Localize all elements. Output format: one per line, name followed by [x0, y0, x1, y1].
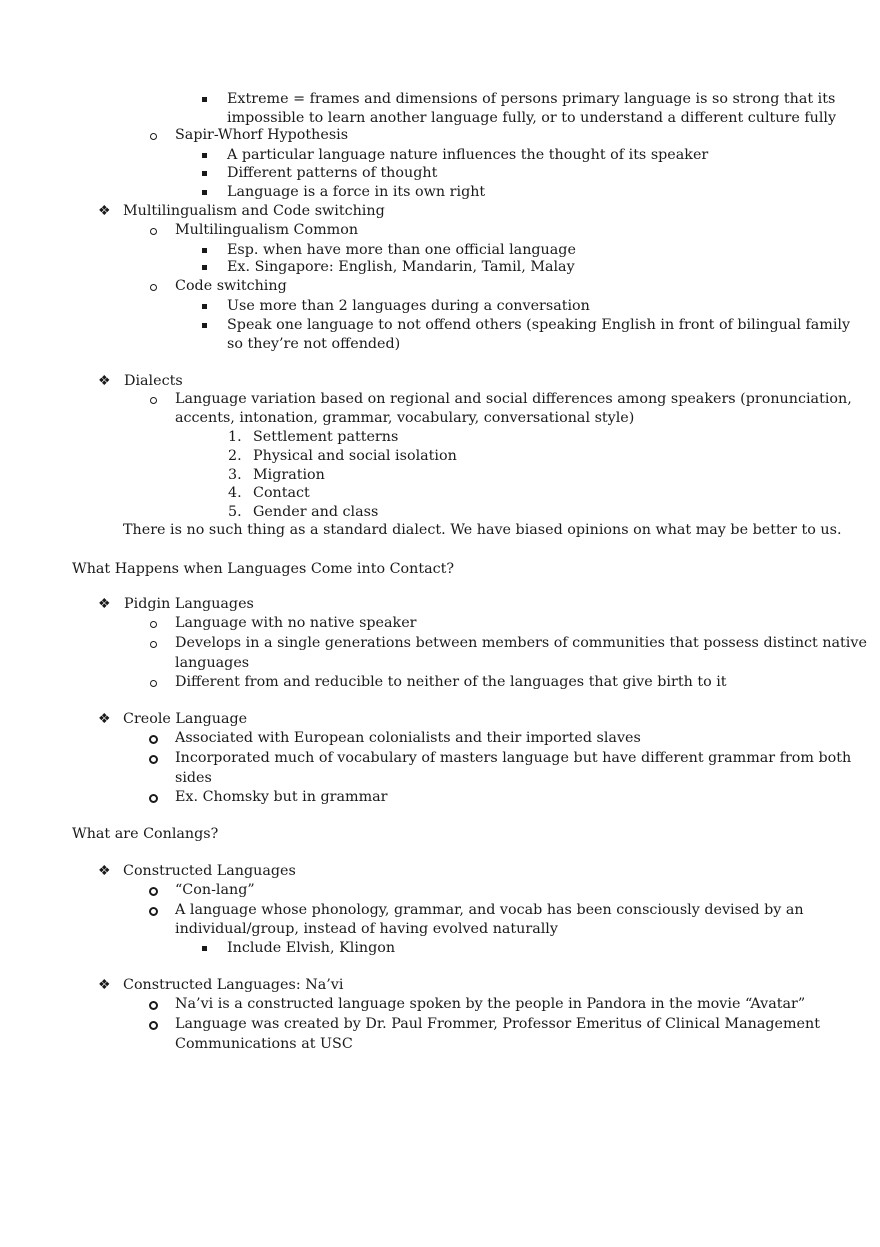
circle-bullet-icon: [150, 397, 157, 404]
list-item: Speak one language to not offend others (speaking English in front of bilingual family: [227, 317, 851, 333]
list-item: Ex. Chomsky but in grammar: [175, 789, 388, 805]
circle-bullet-icon: [150, 641, 157, 648]
list-item: Associated with European colonialists and their imported slaves: [175, 730, 641, 746]
dialects-desc-2: accents, intonation, grammar, vocabulary, conversational style): [175, 410, 635, 426]
circle-bullet-icon: [149, 735, 158, 744]
list-item: Use more than 2 languages during a conversation: [227, 298, 590, 314]
creole-heading: Creole Language: [123, 711, 248, 727]
square-bullet-icon: [202, 190, 207, 195]
square-bullet-icon: [202, 248, 207, 253]
multilingualism-common: Multilingualism Common: [175, 222, 359, 238]
list-item: Language with no native speaker: [175, 615, 417, 631]
list-item: Physical and social isolation: [253, 448, 457, 464]
list-item: A language whose phonology, grammar, and vocab has been consciously devised by an: [175, 902, 804, 918]
list-number: 1.: [228, 429, 242, 445]
multilingualism-heading: Multilingualism and Code switching: [123, 203, 385, 219]
list-item-continuation: individual/group, instead of having evolved naturally: [175, 921, 558, 937]
circle-bullet-icon: [150, 284, 157, 291]
sapir-whorf-heading: Sapir-Whorf Hypothesis: [175, 127, 349, 143]
list-item-continuation: Communications at USC: [175, 1036, 353, 1052]
list-item-continuation: languages: [175, 655, 250, 671]
list-number: 2.: [228, 448, 242, 464]
list-item: Develops in a single generations between members of communities that possess distinct native: [175, 635, 867, 651]
dialects-heading: Dialects: [124, 373, 183, 389]
list-item: Language is a force in its own right: [227, 184, 486, 200]
list-item: Different patterns of thought: [227, 165, 438, 181]
circle-bullet-icon: [150, 228, 157, 235]
circle-bullet-icon: [149, 887, 158, 896]
diamond-bullet-icon: ❖: [98, 863, 111, 879]
constructed-heading: Constructed Languages: [123, 863, 296, 879]
list-item-continuation: sides: [175, 770, 212, 786]
square-bullet-icon: [202, 304, 207, 309]
extreme-line-2: impossible to learn another language fully, or to understand a different culture fully: [227, 110, 837, 126]
list-item-continuation: so they’re not offended): [227, 336, 401, 352]
dialects-note: There is no such thing as a standard dialect. We have biased opinions on what may be better to us.: [123, 522, 842, 538]
square-bullet-icon: [202, 97, 207, 102]
list-item: “Con-lang”: [175, 882, 255, 898]
pidgin-heading: Pidgin Languages: [124, 596, 254, 612]
circle-bullet-icon: [150, 621, 157, 628]
circle-bullet-icon: [150, 133, 157, 140]
diamond-bullet-icon: ❖: [98, 203, 111, 219]
list-item: Language was created by Dr. Paul Frommer, Professor Emeritus of Clinical Management: [175, 1016, 820, 1032]
list-number: 3.: [228, 467, 242, 483]
square-bullet-icon: [202, 171, 207, 176]
diamond-bullet-icon: ❖: [98, 711, 111, 727]
dialects-desc-1: Language variation based on regional and social differences among speakers (pronunciation,: [175, 391, 852, 407]
circle-bullet-icon: [149, 794, 158, 803]
diamond-bullet-icon: ❖: [98, 373, 111, 389]
square-bullet-icon: [202, 265, 207, 270]
list-item: Contact: [253, 485, 310, 501]
circle-bullet-icon: [150, 680, 157, 687]
diamond-bullet-icon: ❖: [98, 596, 111, 612]
list-item: Gender and class: [253, 504, 379, 520]
square-bullet-icon: [202, 946, 207, 951]
list-item: A particular language nature influences the thought of its speaker: [227, 147, 709, 163]
list-item: Na’vi is a constructed language spoken by the people in Pandora in the movie “Avatar”: [175, 996, 806, 1012]
list-item: Incorporated much of vocabulary of masters language but have different grammar from both: [175, 750, 852, 766]
contact-heading: What Happens when Languages Come into Contact?: [72, 561, 455, 577]
circle-bullet-icon: [149, 907, 158, 916]
list-number: 4.: [228, 485, 242, 501]
list-item: Include Elvish, Klingon: [227, 940, 396, 956]
extreme-line-1: Extreme = frames and dimensions of persons primary language is so strong that its: [227, 91, 836, 107]
list-number: 5.: [228, 504, 242, 520]
square-bullet-icon: [202, 153, 207, 158]
circle-bullet-icon: [149, 755, 158, 764]
code-switching: Code switching: [175, 278, 287, 294]
list-item: Esp. when have more than one official language: [227, 242, 576, 258]
navi-heading: Constructed Languages: Na’vi: [123, 977, 344, 993]
diamond-bullet-icon: ❖: [98, 977, 111, 993]
list-item: Ex. Singapore: English, Mandarin, Tamil, Malay: [227, 259, 575, 275]
circle-bullet-icon: [149, 1001, 158, 1010]
square-bullet-icon: [202, 323, 207, 328]
circle-bullet-icon: [149, 1021, 158, 1030]
list-item: Migration: [253, 467, 325, 483]
list-item: Different from and reducible to neither of the languages that give birth to it: [175, 674, 727, 690]
conlangs-heading: What are Conlangs?: [72, 826, 219, 842]
list-item: Settlement patterns: [253, 429, 399, 445]
